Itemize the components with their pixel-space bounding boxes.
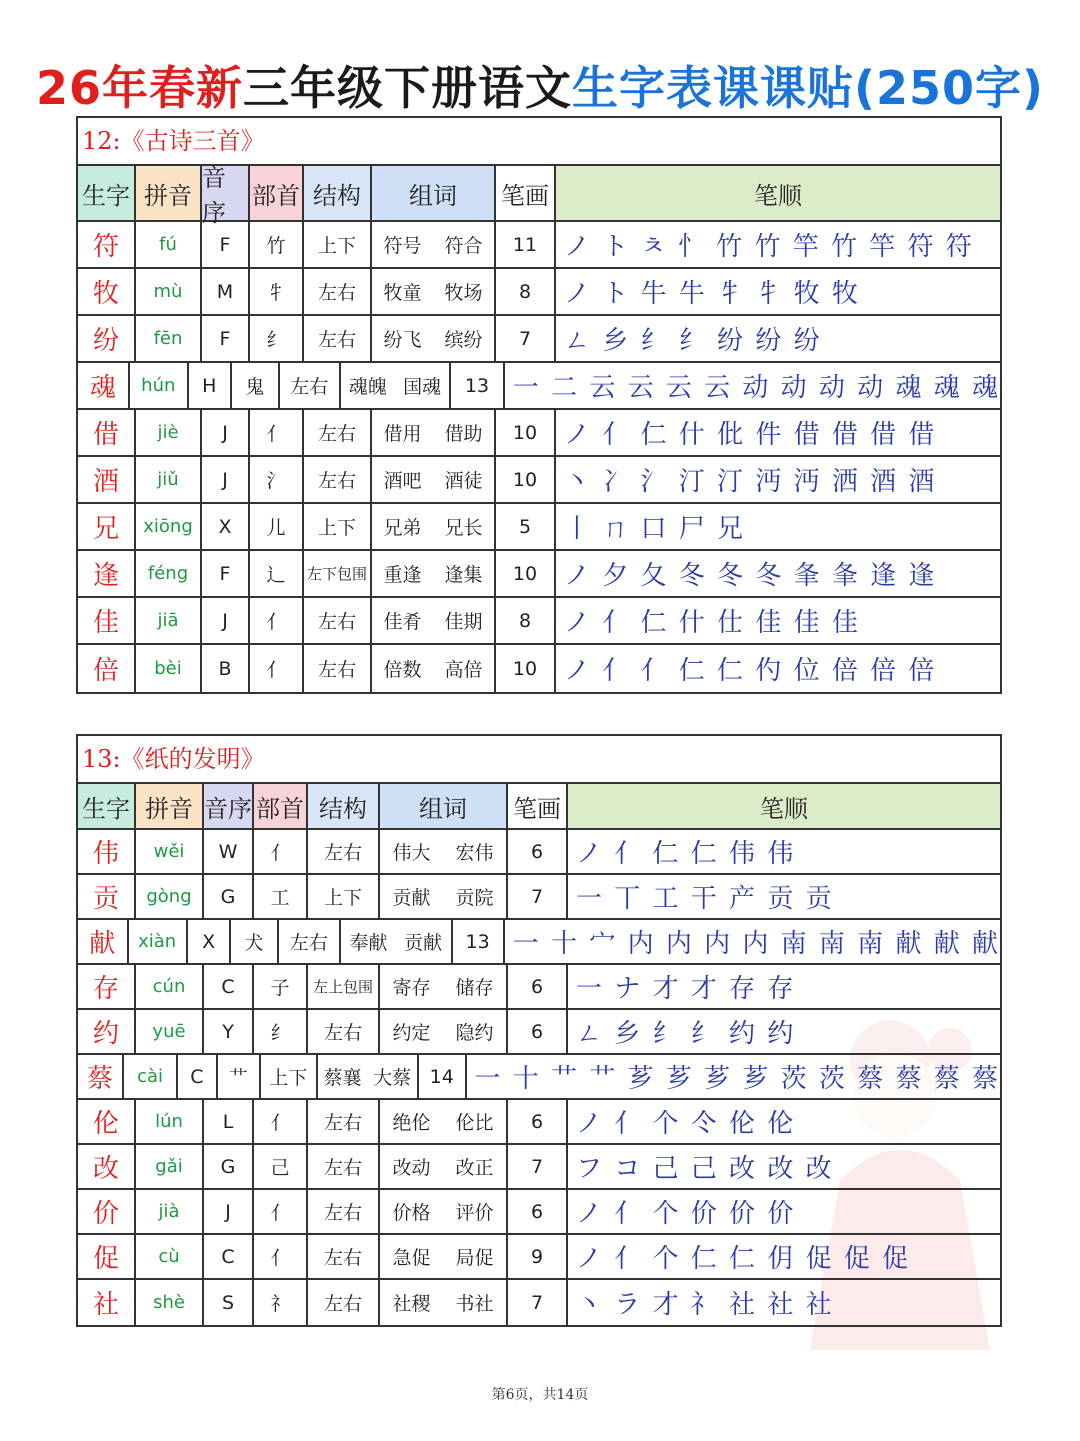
sequence-cell: ノ ト ㅊ 忄 竹 竹 竿 竹 竿 符 符	[556, 222, 1000, 269]
order-cell: F	[202, 222, 250, 269]
table-row	[78, 645, 1000, 692]
radical-cell: 儿	[250, 504, 304, 551]
words-cell	[380, 1145, 508, 1190]
strokes-cell: 7	[496, 316, 556, 363]
word-2: 国魂	[403, 376, 442, 398]
order-cell: C	[204, 1235, 254, 1280]
lesson-table-13	[76, 734, 1002, 1327]
words-cell	[341, 363, 452, 410]
title-part-2: 三年级下册语文	[242, 61, 572, 115]
word-1: 约定	[392, 1022, 431, 1044]
table-row	[78, 504, 1000, 551]
word-2: 兄长	[444, 517, 483, 539]
structure-cell: 上下	[308, 875, 380, 920]
word-2: 逢集	[444, 564, 483, 586]
sequence-cell: 一 二 云 云 云 云 动 动 动 动 魂 魂 魂	[505, 363, 1000, 410]
header-sequence: 笔顺	[556, 166, 1000, 222]
char-cell: 献	[78, 920, 129, 965]
sequence-cell: ノ ト 牛 牛 牜 牜 牧 牧	[556, 269, 1000, 316]
word-2: 酒徒	[444, 470, 483, 492]
table-header-row	[78, 164, 1000, 227]
pinyin-cell: fēn	[136, 316, 202, 363]
words-cell	[372, 269, 496, 316]
sequence-cell: ノ 亻 仁 什 仕 佳 佳 佳	[556, 598, 1000, 645]
char-cell: 符	[78, 222, 136, 269]
table-row	[78, 1010, 1000, 1055]
order-cell: J	[204, 1190, 254, 1235]
word-1: 酒吧	[383, 470, 422, 492]
pinyin-cell: jiā	[136, 598, 202, 645]
radical-cell: 子	[254, 965, 308, 1010]
table-header-row	[78, 784, 1000, 830]
title-part-1: 26年春新	[35, 61, 243, 115]
sequence-cell: ノ 亻 个 价 价 价	[568, 1190, 1000, 1235]
words-cell	[341, 920, 452, 965]
char-cell: 酒	[78, 457, 136, 504]
word-2: 宏伟	[455, 842, 494, 864]
words-cell	[380, 1235, 508, 1280]
word-1: 倍数	[383, 659, 422, 681]
char-cell: 社	[78, 1280, 136, 1325]
pinyin-cell: mù	[136, 269, 202, 316]
sequence-cell: 一 ナ 才 才 存 存	[568, 965, 1000, 1010]
word-1: 绝伦	[392, 1112, 431, 1134]
header-structure: 结构	[308, 784, 380, 830]
header-strokes: 笔画	[508, 784, 568, 830]
words-cell	[372, 504, 496, 551]
word-1: 重逢	[383, 564, 422, 586]
words-cell	[318, 1055, 419, 1100]
sequence-cell: 一 丅 工 干 产 贡 贡	[568, 875, 1000, 920]
order-cell: S	[204, 1280, 254, 1325]
header-char: 生字	[78, 166, 136, 222]
structure-cell: 左右	[304, 598, 372, 645]
strokes-cell: 10	[496, 645, 556, 692]
word-2: 书社	[455, 1293, 494, 1315]
pinyin-cell: xiōng	[136, 504, 202, 551]
radical-cell: 艹	[218, 1055, 261, 1100]
header-char: 生字	[78, 784, 136, 830]
char-cell: 牧	[78, 269, 136, 316]
word-1: 魂魄	[348, 376, 387, 398]
radical-cell: 亻	[250, 645, 304, 692]
table-row	[78, 551, 1000, 598]
radical-cell: 氵	[250, 457, 304, 504]
char-cell: 伦	[78, 1100, 136, 1145]
header-structure: 结构	[304, 166, 372, 222]
char-cell: 佳	[78, 598, 136, 645]
word-1: 伟大	[392, 842, 431, 864]
words-cell	[372, 551, 496, 598]
strokes-cell: 13	[453, 920, 505, 965]
pinyin-cell: cún	[136, 965, 204, 1010]
char-cell: 伟	[78, 830, 136, 875]
radical-cell: 牜	[250, 269, 304, 316]
word-2: 隐约	[455, 1022, 494, 1044]
char-cell: 逢	[78, 551, 136, 598]
words-cell	[380, 1190, 508, 1235]
radical-cell: 鬼	[232, 363, 280, 410]
word-2: 借助	[444, 423, 483, 445]
pinyin-cell: jià	[136, 1190, 204, 1235]
structure-cell: 上下	[304, 504, 372, 551]
pinyin-cell: cài	[124, 1055, 178, 1100]
word-1: 符号	[383, 235, 422, 257]
pinyin-cell: gòng	[136, 875, 204, 920]
pinyin-cell: jiǔ	[136, 457, 202, 504]
order-cell: W	[204, 830, 254, 875]
strokes-cell: 10	[496, 457, 556, 504]
strokes-cell: 10	[496, 410, 556, 457]
structure-cell: 左右	[308, 1235, 380, 1280]
radical-cell: 亻	[250, 598, 304, 645]
table-row	[78, 1055, 1000, 1100]
table-body	[78, 830, 1000, 1325]
table-row	[78, 1190, 1000, 1235]
order-cell: G	[204, 875, 254, 920]
pinyin-cell: bèi	[136, 645, 202, 692]
structure-cell: 左右	[308, 1145, 380, 1190]
order-cell: F	[202, 551, 250, 598]
radical-cell: 亻	[250, 410, 304, 457]
strokes-cell: 7	[508, 875, 568, 920]
structure-cell: 左右	[304, 457, 372, 504]
word-1: 改动	[392, 1157, 431, 1179]
structure-cell: 左右	[280, 363, 341, 410]
table-row	[78, 1235, 1000, 1280]
pinyin-cell: hún	[130, 363, 189, 410]
radical-cell: 工	[254, 875, 308, 920]
structure-cell: 左右	[304, 269, 372, 316]
pinyin-cell: shè	[136, 1280, 204, 1325]
pinyin-cell: jiè	[136, 410, 202, 457]
header-sequence: 笔顺	[568, 784, 1000, 830]
words-cell	[380, 830, 508, 875]
structure-cell: 左上包围	[308, 965, 380, 1010]
table-row	[78, 316, 1000, 363]
char-cell: 贡	[78, 875, 136, 920]
order-cell: J	[202, 410, 250, 457]
table-row	[78, 410, 1000, 457]
lesson-table-12	[76, 116, 1002, 694]
radical-cell: 竹	[250, 222, 304, 269]
structure-cell: 左右	[308, 1280, 380, 1325]
strokes-cell: 6	[508, 830, 568, 875]
pinyin-cell: fú	[136, 222, 202, 269]
sequence-cell: ノ 亻 个 仁 仁 仴 促 促 促	[568, 1235, 1000, 1280]
word-1: 蔡襄	[323, 1067, 362, 1089]
structure-cell: 上下	[304, 222, 372, 269]
sequence-cell: ノ 夕 夂 冬 冬 冬 夆 夆 逢 逢	[556, 551, 1000, 598]
strokes-cell: 5	[496, 504, 556, 551]
table-row	[78, 457, 1000, 504]
radical-cell: 犬	[231, 920, 278, 965]
strokes-cell: 10	[496, 551, 556, 598]
words-cell	[372, 316, 496, 363]
order-cell: L	[204, 1100, 254, 1145]
words-cell	[372, 457, 496, 504]
radical-cell: 亻	[254, 1100, 308, 1145]
table-row	[78, 363, 1000, 410]
structure-cell: 左右	[308, 1190, 380, 1235]
word-2: 贡献	[404, 932, 443, 954]
structure-cell: 左右	[308, 1100, 380, 1145]
header-order: 音序	[202, 166, 250, 222]
char-cell: 存	[78, 965, 136, 1010]
words-cell	[372, 645, 496, 692]
word-2: 评价	[455, 1202, 494, 1224]
pinyin-cell: gǎi	[136, 1145, 204, 1190]
word-1: 价格	[392, 1202, 431, 1224]
sequence-cell: ノ 亻 仁 什 仳 件 借 借 借 借	[556, 410, 1000, 457]
word-1: 牧童	[383, 282, 422, 304]
sequence-cell: 一 十 宀 内 内 内 内 南 南 南 献 献 献	[505, 920, 1000, 965]
pinyin-cell: yuē	[136, 1010, 204, 1055]
sequence-cell: 丨 ㄇ 口 尸 兄	[556, 504, 1000, 551]
word-2: 高倍	[444, 659, 483, 681]
char-cell: 蔡	[78, 1055, 124, 1100]
word-1: 纷飞	[383, 329, 422, 351]
structure-cell: 左右	[304, 316, 372, 363]
char-cell: 倍	[78, 645, 136, 692]
sequence-cell: ノ 亻 仁 仁 伟 伟	[568, 830, 1000, 875]
order-cell: B	[202, 645, 250, 692]
word-1: 社稷	[392, 1293, 431, 1315]
pinyin-cell: lún	[136, 1100, 204, 1145]
radical-cell: 己	[254, 1145, 308, 1190]
word-1: 贡献	[392, 887, 431, 909]
radical-cell: 礻	[254, 1280, 308, 1325]
table-row	[78, 1280, 1000, 1325]
table-row	[78, 222, 1000, 269]
structure-cell: 左右	[308, 1010, 380, 1055]
header-words: 组词	[372, 166, 496, 222]
table-body	[78, 222, 1000, 692]
header-order: 音序	[204, 784, 254, 830]
sequence-cell: ノ 亻 个 仒 伦 伦	[568, 1100, 1000, 1145]
sequence-cell: ㄥ 乡 纟 纟 约 约	[568, 1010, 1000, 1055]
word-2: 大蔡	[373, 1067, 412, 1089]
order-cell: G	[204, 1145, 254, 1190]
char-cell: 借	[78, 410, 136, 457]
title-part-3: 生字表课课贴(250字)	[571, 61, 1045, 115]
table-row	[78, 598, 1000, 645]
char-cell: 约	[78, 1010, 136, 1055]
structure-cell: 左右	[304, 410, 372, 457]
header-radical: 部首	[250, 166, 304, 222]
order-cell: M	[202, 269, 250, 316]
strokes-cell: 6	[508, 1190, 568, 1235]
structure-cell: 左右	[304, 645, 372, 692]
word-2: 储存	[455, 977, 494, 999]
words-cell	[380, 965, 508, 1010]
page-title	[0, 52, 1080, 118]
sequence-cell: ノ 亻 亻 仁 仁 仢 位 倍 倍 倍	[564, 656, 937, 686]
word-2: 缤纷	[444, 329, 483, 351]
word-2: 佳期	[444, 611, 483, 633]
strokes-cell: 9	[508, 1235, 568, 1280]
order-cell: J	[202, 598, 250, 645]
radical-cell: 纟	[250, 316, 304, 363]
word-2: 符合	[444, 235, 483, 257]
header-strokes: 笔画	[496, 166, 556, 222]
char-cell: 改	[78, 1145, 136, 1190]
strokes-cell: 13	[451, 363, 505, 410]
words-cell	[380, 1100, 508, 1145]
words-cell	[372, 222, 496, 269]
sequence-cell: フ コ 己 己 改 改 改	[568, 1145, 1000, 1190]
char-cell: 魂	[78, 363, 130, 410]
strokes-cell: 6	[508, 1010, 568, 1055]
strokes-cell: 7	[508, 1145, 568, 1190]
word-2: 牧场	[444, 282, 483, 304]
char-cell: 纷	[78, 316, 136, 363]
strokes-cell: 6	[508, 965, 568, 1010]
words-cell	[372, 410, 496, 457]
pinyin-cell: cù	[136, 1235, 204, 1280]
word-2: 改正	[455, 1157, 494, 1179]
header-pinyin: 拼音	[136, 166, 202, 222]
header-radical: 部首	[254, 784, 308, 830]
table-row	[78, 965, 1000, 1010]
radical-cell: 纟	[254, 1010, 308, 1055]
char-cell: 兄	[78, 504, 136, 551]
words-cell	[372, 598, 496, 645]
pinyin-cell: xiàn	[129, 920, 188, 965]
strokes-cell: 6	[508, 1100, 568, 1145]
radical-cell: 亻	[254, 1190, 308, 1235]
word-2: 贡院	[455, 887, 494, 909]
char-cell: 价	[78, 1190, 136, 1235]
sequence-cell: 丶 ラ 才 礻 社 社 社	[576, 1290, 834, 1320]
sequence-cell: 丶 冫 氵 汀 汀 沔 沔 洒 酒 酒	[556, 457, 1000, 504]
order-cell: F	[202, 316, 250, 363]
strokes-cell: 11	[496, 222, 556, 269]
pinyin-cell: féng	[136, 551, 202, 598]
structure-cell: 左右	[308, 830, 380, 875]
strokes-cell: 8	[496, 598, 556, 645]
word-1: 佳肴	[383, 611, 422, 633]
char-cell: 促	[78, 1235, 136, 1280]
structure-cell: 左下包围	[304, 551, 372, 598]
header-words: 组词	[380, 784, 508, 830]
order-cell: Y	[204, 1010, 254, 1055]
structure-cell: 左右	[279, 920, 342, 965]
table-row	[78, 875, 1000, 920]
table-row	[78, 269, 1000, 316]
table-row	[78, 920, 1000, 965]
radical-cell: 亻	[254, 830, 308, 875]
word-1: 急促	[392, 1247, 431, 1269]
order-cell: X	[202, 504, 250, 551]
strokes-cell: 8	[496, 269, 556, 316]
words-cell	[380, 1010, 508, 1055]
sequence-cell: 一 十 艹 艹 芗 芗 芗 芗 茨 茨 蔡 蔡 蔡 蔡	[467, 1055, 1000, 1100]
lesson-title: 13:《纸的发明》	[78, 736, 1000, 784]
order-cell: X	[188, 920, 232, 965]
table-row	[78, 1145, 1000, 1190]
word-2: 伦比	[455, 1112, 494, 1134]
order-cell: C	[178, 1055, 218, 1100]
sequence-cell: ㄥ 乡 纟 纟 纷 纷 纷	[556, 316, 1000, 363]
structure-cell: 上下	[261, 1055, 318, 1100]
pinyin-cell: wěi	[136, 830, 204, 875]
word-1: 奉献	[349, 932, 388, 954]
word-1: 兄弟	[383, 517, 422, 539]
table-row	[78, 1100, 1000, 1145]
table-row	[78, 830, 1000, 875]
lesson-title: 12:《古诗三首》	[78, 118, 1000, 166]
header-pinyin: 拼音	[136, 784, 204, 830]
radical-cell: 辶	[250, 551, 304, 598]
words-cell	[380, 875, 508, 920]
strokes-cell: 14	[419, 1055, 467, 1100]
word-2: 局促	[455, 1247, 494, 1269]
strokes-cell: 7	[508, 1280, 568, 1325]
order-cell: J	[202, 457, 250, 504]
radical-cell: 亻	[254, 1235, 308, 1280]
words-cell	[380, 1280, 508, 1325]
page-footer: 第6页，共14页	[491, 1387, 589, 1403]
word-1: 寄存	[392, 977, 431, 999]
order-cell: C	[204, 965, 254, 1010]
word-1: 借用	[383, 423, 422, 445]
order-cell: H	[189, 363, 232, 410]
